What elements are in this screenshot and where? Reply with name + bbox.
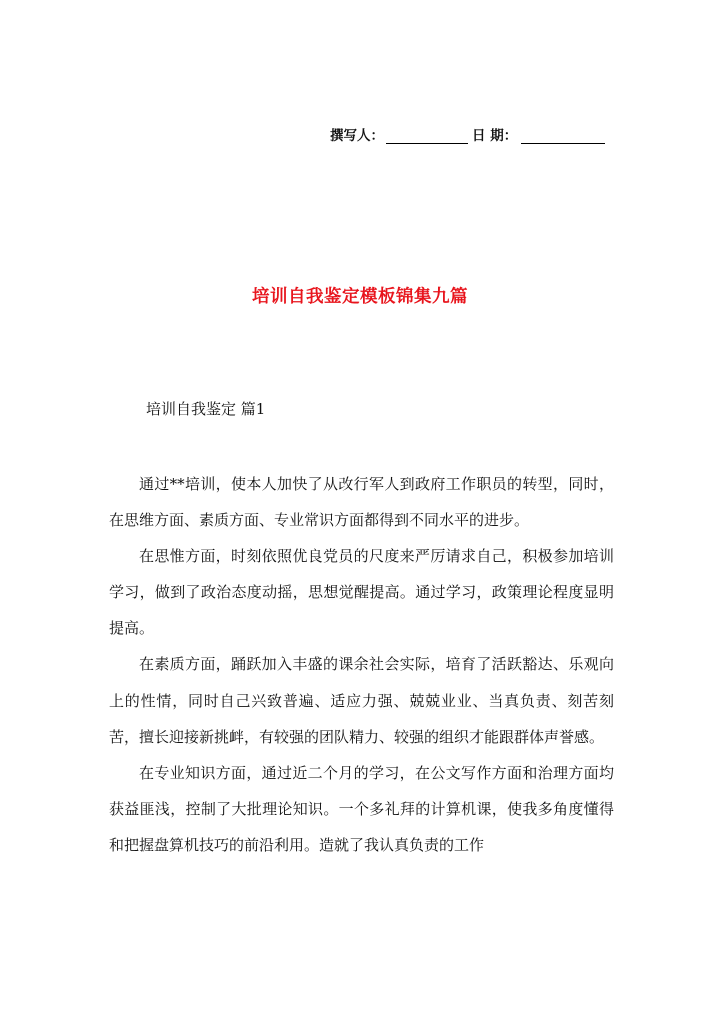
author-label: 撰写人： <box>330 128 384 144</box>
document-body <box>109 466 614 863</box>
date-label: 日 期： <box>472 128 518 144</box>
section-heading: 培训自我鉴定 篇1 <box>146 400 266 418</box>
author-blank <box>386 129 468 144</box>
paragraph: 在专业知识方面，通过近二个月的学习，在公文写作方面和治理方面均获益匪浅，控制了大批理论知识。一个多礼拜的计算机课，使我多角度懂得和把握盘算机技巧的前沿利用。造就了我认真负责的工作 <box>109 763 614 854</box>
document-title: 培训自我鉴定模板锦集九篇 <box>252 287 468 307</box>
paragraph: 在素质方面，踊跃加入丰盛的课余社会实际，培育了活跃豁达、乐观向上的性情，同时自己兴致普遍、适应力强、兢兢业业、当真负责、刻苦刻苦，擅长迎接新挑衅，有较强的团队精力、较强的组织才能跟群体声誉感。 <box>109 655 614 746</box>
author-date-line <box>330 124 615 144</box>
paragraph: 通过**培训，使本人加快了从改行军人到政府工作职员的转型，同时，在思维方面、素质方面、专业常识方面都得到不同水平的进步。 <box>109 475 614 530</box>
date-blank <box>521 129 605 144</box>
paragraph: 在思惟方面，时刻依照优良党员的尺度来严厉请求自己，积极参加培训学习，做到了政治态度动摇，思想觉醒提高。通过学习，政策理论程度显明提高。 <box>109 547 614 638</box>
